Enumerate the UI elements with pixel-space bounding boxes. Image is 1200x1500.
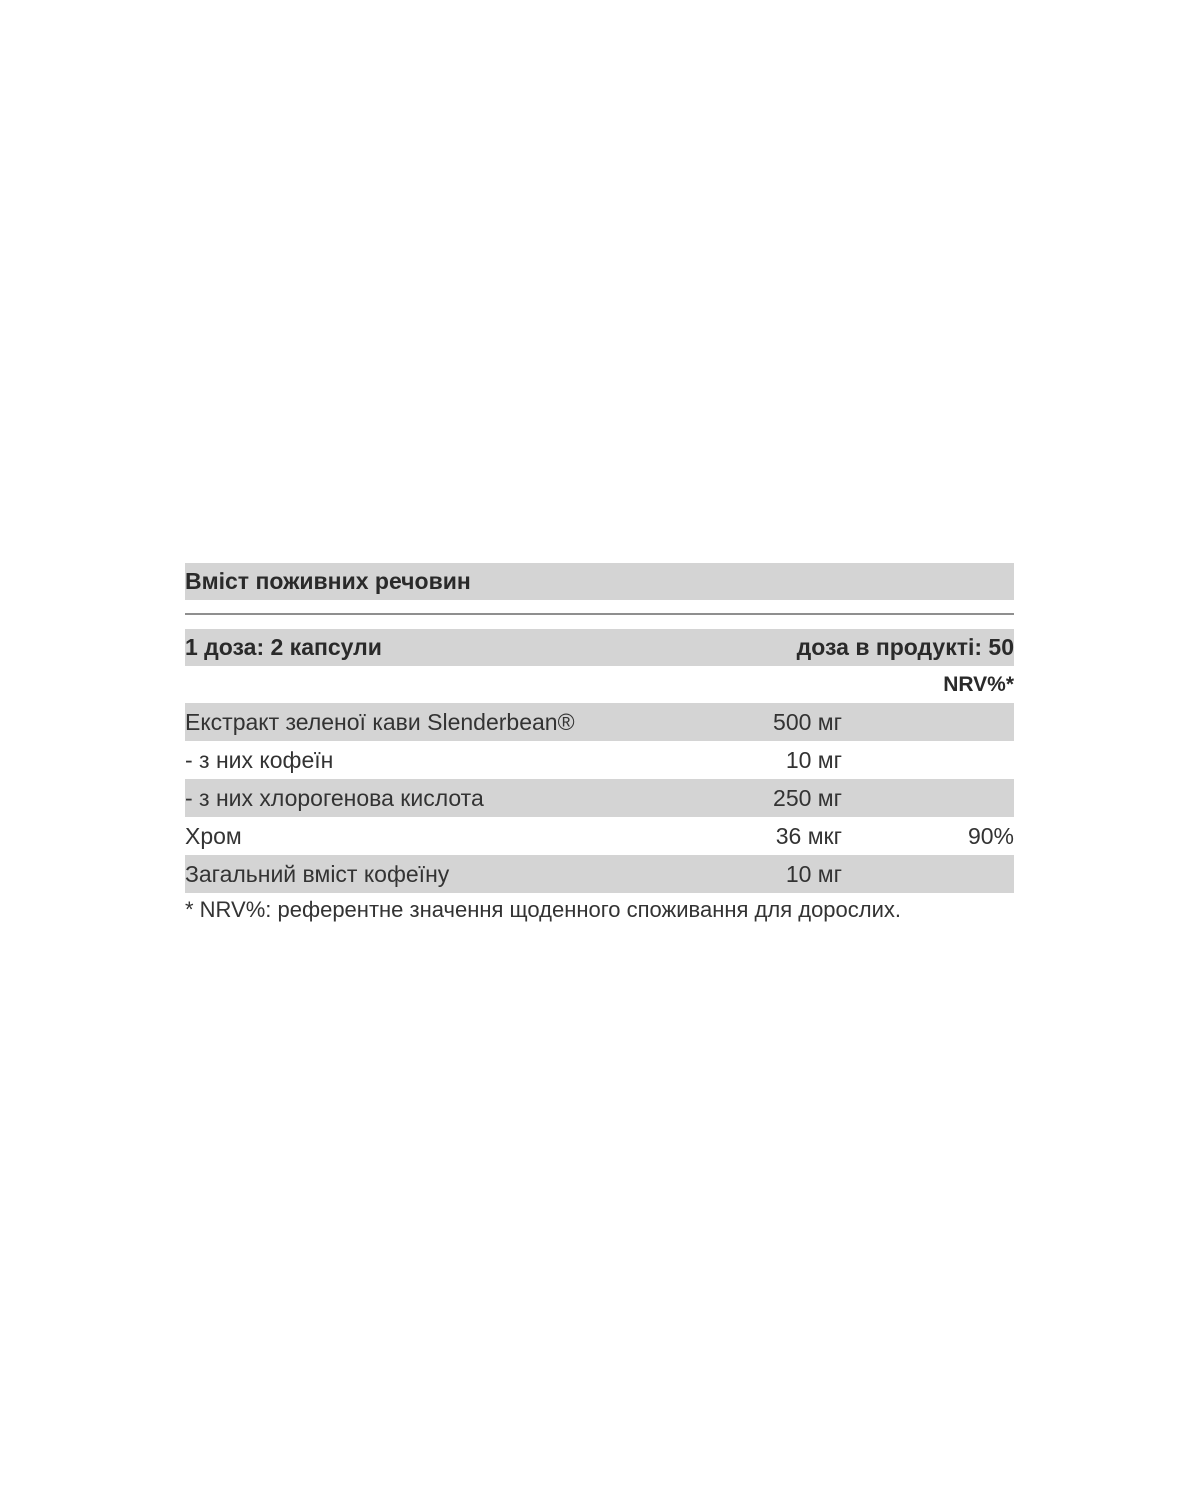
table-title: Вміст поживних речовин (185, 563, 1014, 600)
nutrient-name: Загальний вміст кофеїну (185, 860, 450, 887)
nutrition-table (185, 563, 1014, 923)
nutrient-name: - з них хлорогенова кислота (185, 784, 484, 811)
nrv-column-header (185, 666, 1014, 703)
nutrient-name: Екстракт зеленої кави Slenderbean® (185, 708, 575, 735)
nutrient-amount: 250 мг (773, 784, 842, 811)
divider (185, 613, 1014, 615)
nutrient-nrv: 90% (967, 822, 1014, 849)
nutrient-amount: 10 мг (785, 746, 842, 773)
serving-size: 1 доза: 2 капсули (185, 634, 382, 660)
table-row (185, 779, 1014, 817)
nutrient-name: - з них кофеїн (185, 746, 334, 773)
nrv-footnote: * NRV%: референтне значення щоденного споживання для дорослих. (185, 897, 902, 922)
nutrient-name: Хром (185, 822, 242, 849)
nutrient-amount: 500 мг (773, 708, 842, 735)
table-row (185, 855, 1014, 893)
dose-header (185, 629, 1014, 666)
table-row (185, 741, 1014, 779)
table-row (185, 703, 1014, 741)
table-row (185, 817, 1014, 855)
nrv-header-label: NRV%* (943, 672, 1014, 696)
nutrient-amount: 10 мг (785, 860, 842, 887)
servings-per-container: доза в продукті: 50 (796, 634, 1014, 660)
nutrient-amount: 36 мкг (775, 822, 842, 849)
